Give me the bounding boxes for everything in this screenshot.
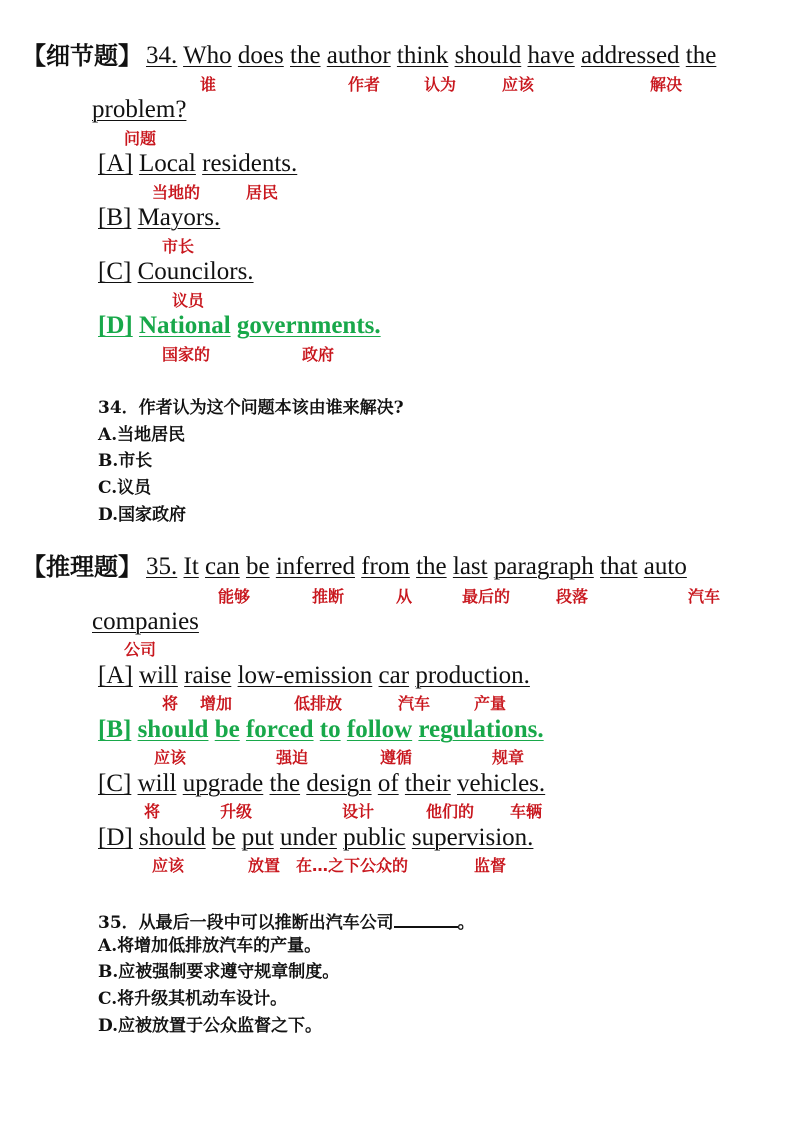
option-b xyxy=(98,204,220,232)
gloss: 当地的 xyxy=(152,183,201,202)
question-stem-line2: companies xyxy=(92,608,199,635)
option-word: will xyxy=(138,662,178,689)
gloss: 在…之下公众的 xyxy=(296,856,409,875)
stem-word: addressed xyxy=(580,42,680,69)
gloss: 升级 xyxy=(220,802,253,821)
option-label: [B] xyxy=(98,716,132,743)
gloss: 汽车 xyxy=(398,694,431,713)
gloss: 他们的 xyxy=(426,802,475,821)
stem-word: inferred xyxy=(275,553,355,580)
option-label: [B] xyxy=(98,204,132,231)
option-word: be xyxy=(211,824,236,851)
gloss: 应该 xyxy=(154,748,187,767)
gloss: 规章 xyxy=(492,748,525,767)
option-label: [A] xyxy=(98,150,133,177)
stem-word: the xyxy=(290,42,321,69)
question-type-tag: 【细节题】 xyxy=(22,42,142,70)
gloss: 车辆 xyxy=(510,802,543,821)
gloss: 将 xyxy=(162,694,179,713)
translation-question-text: 35．从最后一段中可以推断出汽车公司 xyxy=(98,913,394,933)
option-word: under xyxy=(279,824,337,851)
question-stem-line2: problem? xyxy=(92,96,187,123)
stem-word: author xyxy=(326,42,391,69)
question-type-tag: 【推理题】 xyxy=(22,553,142,581)
option-word: Local xyxy=(138,150,196,177)
stem-word: does xyxy=(237,42,284,69)
option-word: will xyxy=(137,770,177,797)
option-word: regulations. xyxy=(418,716,544,743)
gloss: 低排放 xyxy=(294,694,343,713)
option-word: their xyxy=(404,770,451,797)
gloss: 推断 xyxy=(312,587,345,606)
translation-option-b: B.市长 xyxy=(98,451,153,471)
option-a xyxy=(98,150,297,178)
option-word: of xyxy=(377,770,399,797)
option-word: vehicles. xyxy=(457,770,546,797)
translation-option-d: D.国家政府 xyxy=(98,505,187,525)
option-word: follow xyxy=(346,716,413,743)
stem-word: can xyxy=(205,553,240,580)
gloss: 问题 xyxy=(124,129,157,148)
option-label: [C] xyxy=(98,258,132,285)
stem-word: paragraph xyxy=(493,553,594,580)
translation-option-a: A.当地居民 xyxy=(98,425,186,445)
translation-question xyxy=(98,910,475,933)
option-word: forced xyxy=(245,716,314,743)
option-word: low-emission xyxy=(237,662,373,689)
translation-question-end: 。 xyxy=(457,913,475,933)
gloss: 作者 xyxy=(348,75,381,94)
option-label: [D] xyxy=(98,312,133,339)
gloss: 汽车 xyxy=(688,587,721,606)
option-word: Mayors. xyxy=(137,204,221,231)
option-b-correct xyxy=(98,716,544,744)
option-word: to xyxy=(319,716,341,743)
gloss: 段落 xyxy=(556,587,589,606)
gloss: 解决 xyxy=(650,75,683,94)
option-word: car xyxy=(378,662,410,689)
gloss: 政府 xyxy=(302,345,335,364)
stem-word: Who xyxy=(183,42,232,69)
option-word: residents. xyxy=(202,150,298,177)
gloss: 议员 xyxy=(172,291,205,310)
gloss: 强迫 xyxy=(276,748,309,767)
translation-option-d: D.应被放置于公众监督之下。 xyxy=(98,1016,323,1036)
stem-word: last xyxy=(452,553,488,580)
gloss: 监督 xyxy=(474,856,507,875)
option-word: should xyxy=(138,824,206,851)
stem-word: from xyxy=(361,553,410,580)
option-word: supervision. xyxy=(411,824,534,851)
stem-word: should xyxy=(454,42,522,69)
option-word: governments. xyxy=(236,312,381,339)
option-word: be xyxy=(214,716,240,743)
gloss: 最后的 xyxy=(462,587,511,606)
translation-option-b: B.应被强制要求遵守规章制度。 xyxy=(98,962,340,982)
gloss: 产量 xyxy=(474,694,507,713)
stem-word: auto xyxy=(643,553,687,580)
option-word: should xyxy=(137,716,209,743)
option-c xyxy=(98,258,254,286)
question-stem-line1 xyxy=(146,553,687,581)
option-label: [D] xyxy=(98,824,133,851)
gloss: 将 xyxy=(144,802,161,821)
translation-question: 34．作者认为这个问题本该由谁来解决? xyxy=(98,398,404,418)
translation-option-c: C.将升级其机动车设计。 xyxy=(98,989,288,1009)
translation-option-c: C.议员 xyxy=(98,478,152,498)
gloss: 增加 xyxy=(200,694,233,713)
option-label: [A] xyxy=(98,662,133,689)
stem-word: think xyxy=(396,42,449,69)
option-a xyxy=(98,662,530,690)
answer-blank xyxy=(394,910,458,928)
option-word: production. xyxy=(415,662,530,689)
option-word: raise xyxy=(184,662,232,689)
option-word: put xyxy=(241,824,274,851)
gloss: 应该 xyxy=(502,75,535,94)
gloss: 认为 xyxy=(424,75,457,94)
gloss: 谁 xyxy=(200,75,217,94)
gloss: 公司 xyxy=(124,640,157,659)
gloss: 遵循 xyxy=(380,748,413,767)
stem-word: It xyxy=(183,553,199,580)
stem-word: the xyxy=(685,42,717,69)
stem-word: have xyxy=(527,42,575,69)
question-stem-line1 xyxy=(146,42,716,70)
gloss: 能够 xyxy=(218,587,251,606)
stem-word: be xyxy=(245,553,270,580)
option-d-correct xyxy=(98,312,381,340)
option-word: the xyxy=(269,770,301,797)
stem-word: the xyxy=(416,553,447,580)
gloss: 市长 xyxy=(162,237,195,256)
gloss: 国家的 xyxy=(162,345,211,364)
option-label: [C] xyxy=(98,770,132,797)
option-word: upgrade xyxy=(182,770,264,797)
translation-option-a: A.将增加低排放汽车的产量。 xyxy=(98,936,322,956)
option-word: design xyxy=(306,770,372,797)
option-c xyxy=(98,770,545,798)
option-word: Councilors. xyxy=(137,258,254,285)
gloss: 应该 xyxy=(152,856,185,875)
gloss: 从 xyxy=(396,587,413,606)
option-word: public xyxy=(343,824,406,851)
gloss: 居民 xyxy=(246,183,279,202)
stem-word: 35. xyxy=(146,553,178,580)
gloss: 设计 xyxy=(342,802,375,821)
option-word: National xyxy=(138,312,231,339)
gloss: 放置 xyxy=(248,856,281,875)
stem-word: 34. xyxy=(146,42,178,69)
option-d xyxy=(98,824,533,852)
stem-word: that xyxy=(600,553,638,580)
